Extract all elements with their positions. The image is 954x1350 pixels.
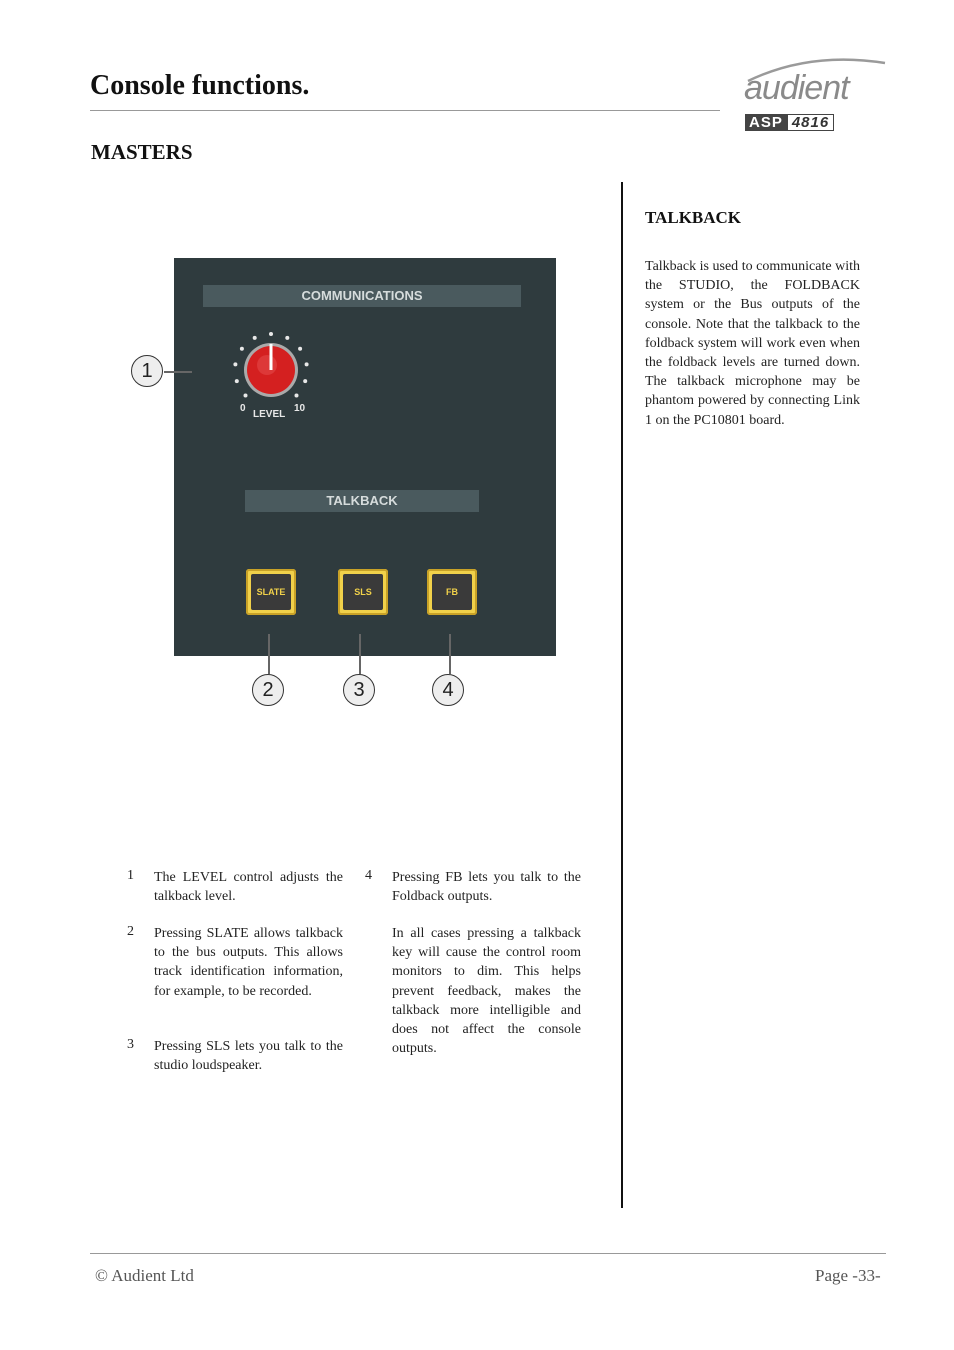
communications-label: COMMUNICATIONS	[203, 285, 521, 307]
knob-level-label: LEVEL	[253, 409, 286, 420]
callout-3: 3	[343, 674, 375, 706]
talkback-label: TALKBACK	[245, 490, 479, 512]
page-title: Console functions.	[90, 70, 310, 101]
knob-scale-dot	[303, 379, 307, 383]
callout-3-leader	[359, 634, 361, 674]
item-4-number: 4	[365, 868, 372, 883]
knob-scale-dot	[269, 332, 273, 336]
sidebar-body: Talkback is used to communicate with the STUDIO, the FOLDBACK system or the Bus outputs of the console. Note that the talkback to the foldback system will work even when the foldback levels are turned down. The talkback microphone may be phantom powered by connecting Link 1 on the PC10801 board.	[645, 259, 860, 428]
callout-1: 1	[131, 355, 163, 387]
item-3-number: 3	[127, 1037, 134, 1052]
callout-2-leader	[268, 634, 270, 674]
item-4-text: Pressing FB lets you talk to the Foldback outputs.	[392, 870, 581, 905]
callout-2: 2	[252, 674, 284, 706]
dim-note: In all cases pressing a talkback key will cause the control room monitors to dim. This helps prevent feedback, makes the talkback more intelligible and does not affect the console outputs.	[392, 926, 581, 1057]
column-divider	[621, 182, 623, 1208]
knob-scale-dot	[233, 362, 237, 366]
logo-badge-model: 4816	[787, 114, 834, 131]
knob-min-label: 0	[240, 403, 246, 414]
knob-scale-dot	[295, 394, 299, 398]
knob-scale-dot	[235, 379, 239, 383]
section-title: MASTERS	[91, 140, 193, 164]
callout-4: 4	[432, 674, 464, 706]
slate-button	[246, 569, 296, 615]
fb-button-label: FB	[432, 574, 472, 610]
sls-button	[338, 569, 388, 615]
logo-wordmark: audient	[744, 69, 849, 107]
logo-badge	[745, 114, 885, 131]
item-1-text: The LEVEL control adjusts the talkback level.	[154, 870, 343, 905]
callout-1-leader	[164, 371, 192, 373]
brand-logo	[740, 55, 888, 135]
footer-page-number: Page -33-	[815, 1266, 881, 1285]
knob-scale-dot	[305, 362, 309, 366]
item-2-number: 2	[127, 924, 134, 939]
title-rule	[90, 110, 720, 111]
fb-button	[427, 569, 477, 615]
footer-rule	[90, 1253, 886, 1254]
logo-badge-asp: ASP	[745, 114, 787, 131]
knob-scale-dot	[298, 347, 302, 351]
knob-max-label: 10	[294, 403, 306, 414]
sls-button-label: SLS	[343, 574, 383, 610]
knob-highlight	[257, 355, 277, 375]
knob-scale-dot	[253, 336, 257, 340]
sidebar-title: TALKBACK	[645, 208, 742, 227]
footer-copyright: © Audient Ltd	[95, 1266, 194, 1285]
communications-panel	[174, 258, 556, 656]
knob-scale-dot	[240, 347, 244, 351]
level-knob-icon	[224, 318, 318, 408]
item-2-text: Pressing SLATE allows talkback to the bus outputs. This allows track identification information, for example, to be recorded.	[154, 926, 343, 999]
callout-4-leader	[449, 634, 451, 674]
item-3-text: Pressing SLS lets you talk to the studio loudspeaker.	[154, 1039, 343, 1074]
knob-scale-dot	[244, 394, 248, 398]
knob-scale-dot	[285, 336, 289, 340]
item-1-number: 1	[127, 868, 134, 883]
slate-button-label: SLATE	[251, 574, 291, 610]
